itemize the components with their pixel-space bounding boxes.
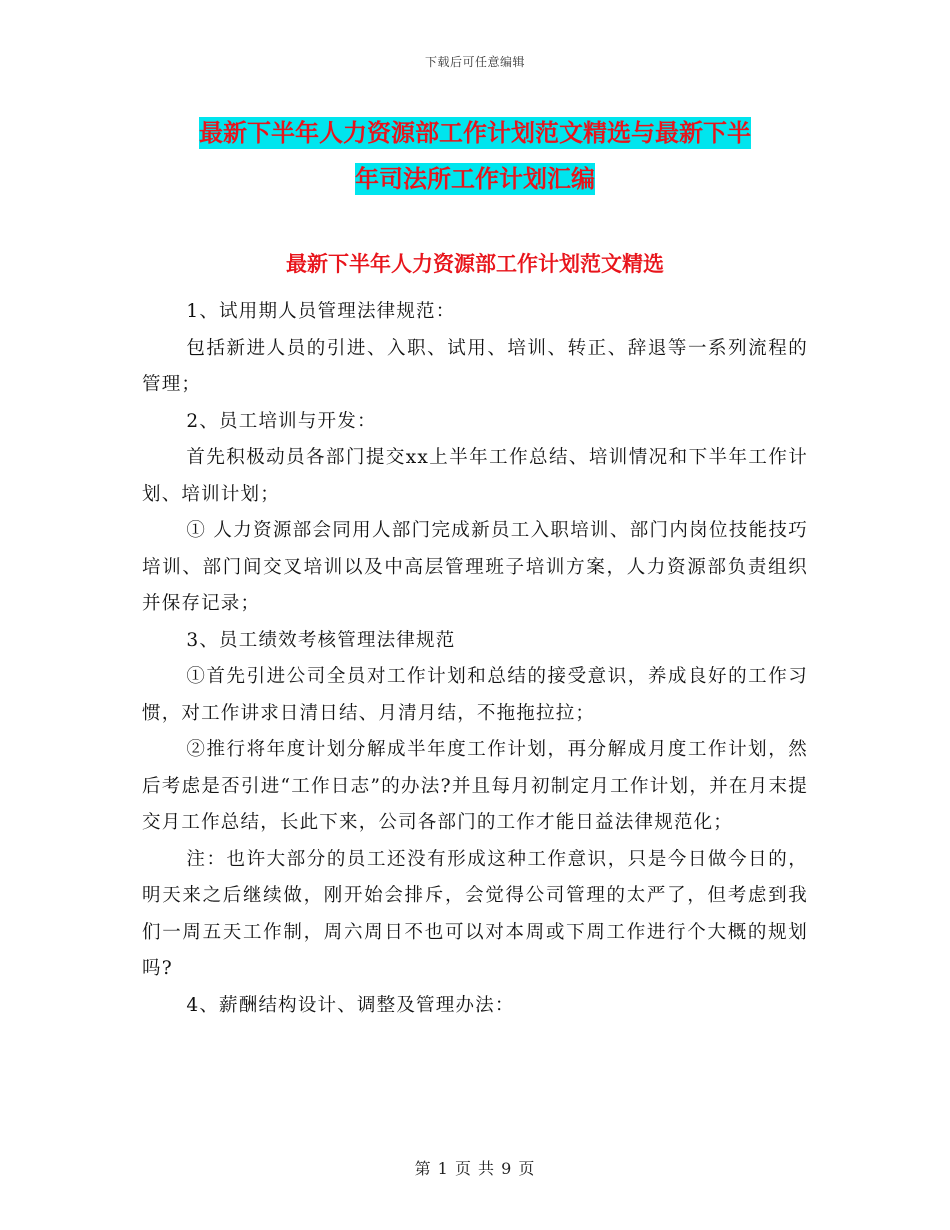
- document-title-line-2: 年司法所工作计划汇编: [355, 165, 595, 193]
- paragraph: ① 人力资源部会同用人部门完成新员工入职培训、部门内岗位技能技巧培训、部门间交叉培训以及中高层管理班子培训方案，人力资源部负责组织并保存记录；: [142, 520, 808, 614]
- document-title-line-1: 最新下半年人力资源部工作计划范文精选与最新下半: [199, 119, 751, 147]
- paragraph: 首先积极动员各部门提交xx上半年工作总结、培训情况和下半年工作计划、培训计划；: [142, 447, 808, 505]
- paragraph: 注：也许大部分的员工还没有形成这种工作意识，只是今日做今日的，明天来之后继续做，刚开始会排斥，会觉得公司管理的太严了，但考虑到我们一周五天工作制，周六周日不也可以对本周或下周工作进行个大概的规划吗?: [142, 848, 808, 979]
- paragraph: 3、员工绩效考核管理法律规范: [186, 629, 456, 651]
- section-heading: 最新下半年人力资源部工作计划范文精选: [286, 252, 664, 276]
- page-number-footer: 第 1 页 共 9 页: [414, 1159, 536, 1178]
- page-header-note: 下载后可任意编辑: [424, 55, 525, 69]
- paragraph: ①首先引进公司全员对工作计划和总结的接受意识，养成良好的工作习惯，对工作讲求日清日结、月清月结，不拖拖拉拉；: [142, 666, 808, 724]
- paragraph: 2、员工培训与开发：: [186, 410, 377, 432]
- document-body: [142, 294, 808, 1024]
- paragraph: 4、薪酬结构设计、调整及管理办法：: [186, 994, 515, 1016]
- paragraph: 包括新进人员的引进、入职、试用、培训、转正、辞退等一系列流程的管理；: [142, 337, 808, 395]
- paragraph: ②推行将年度计划分解成半年度工作计划，再分解成月度工作计划，然后考虑是否引进“工作日志”的办法?并且每月初制定月工作计划，并在月末提交月工作总结，长此下来，公司各部门的工作才能日益法律规范化；: [142, 739, 808, 833]
- paragraph: 1、试用期人员管理法律规范：: [186, 301, 456, 322]
- document-title: [140, 110, 810, 202]
